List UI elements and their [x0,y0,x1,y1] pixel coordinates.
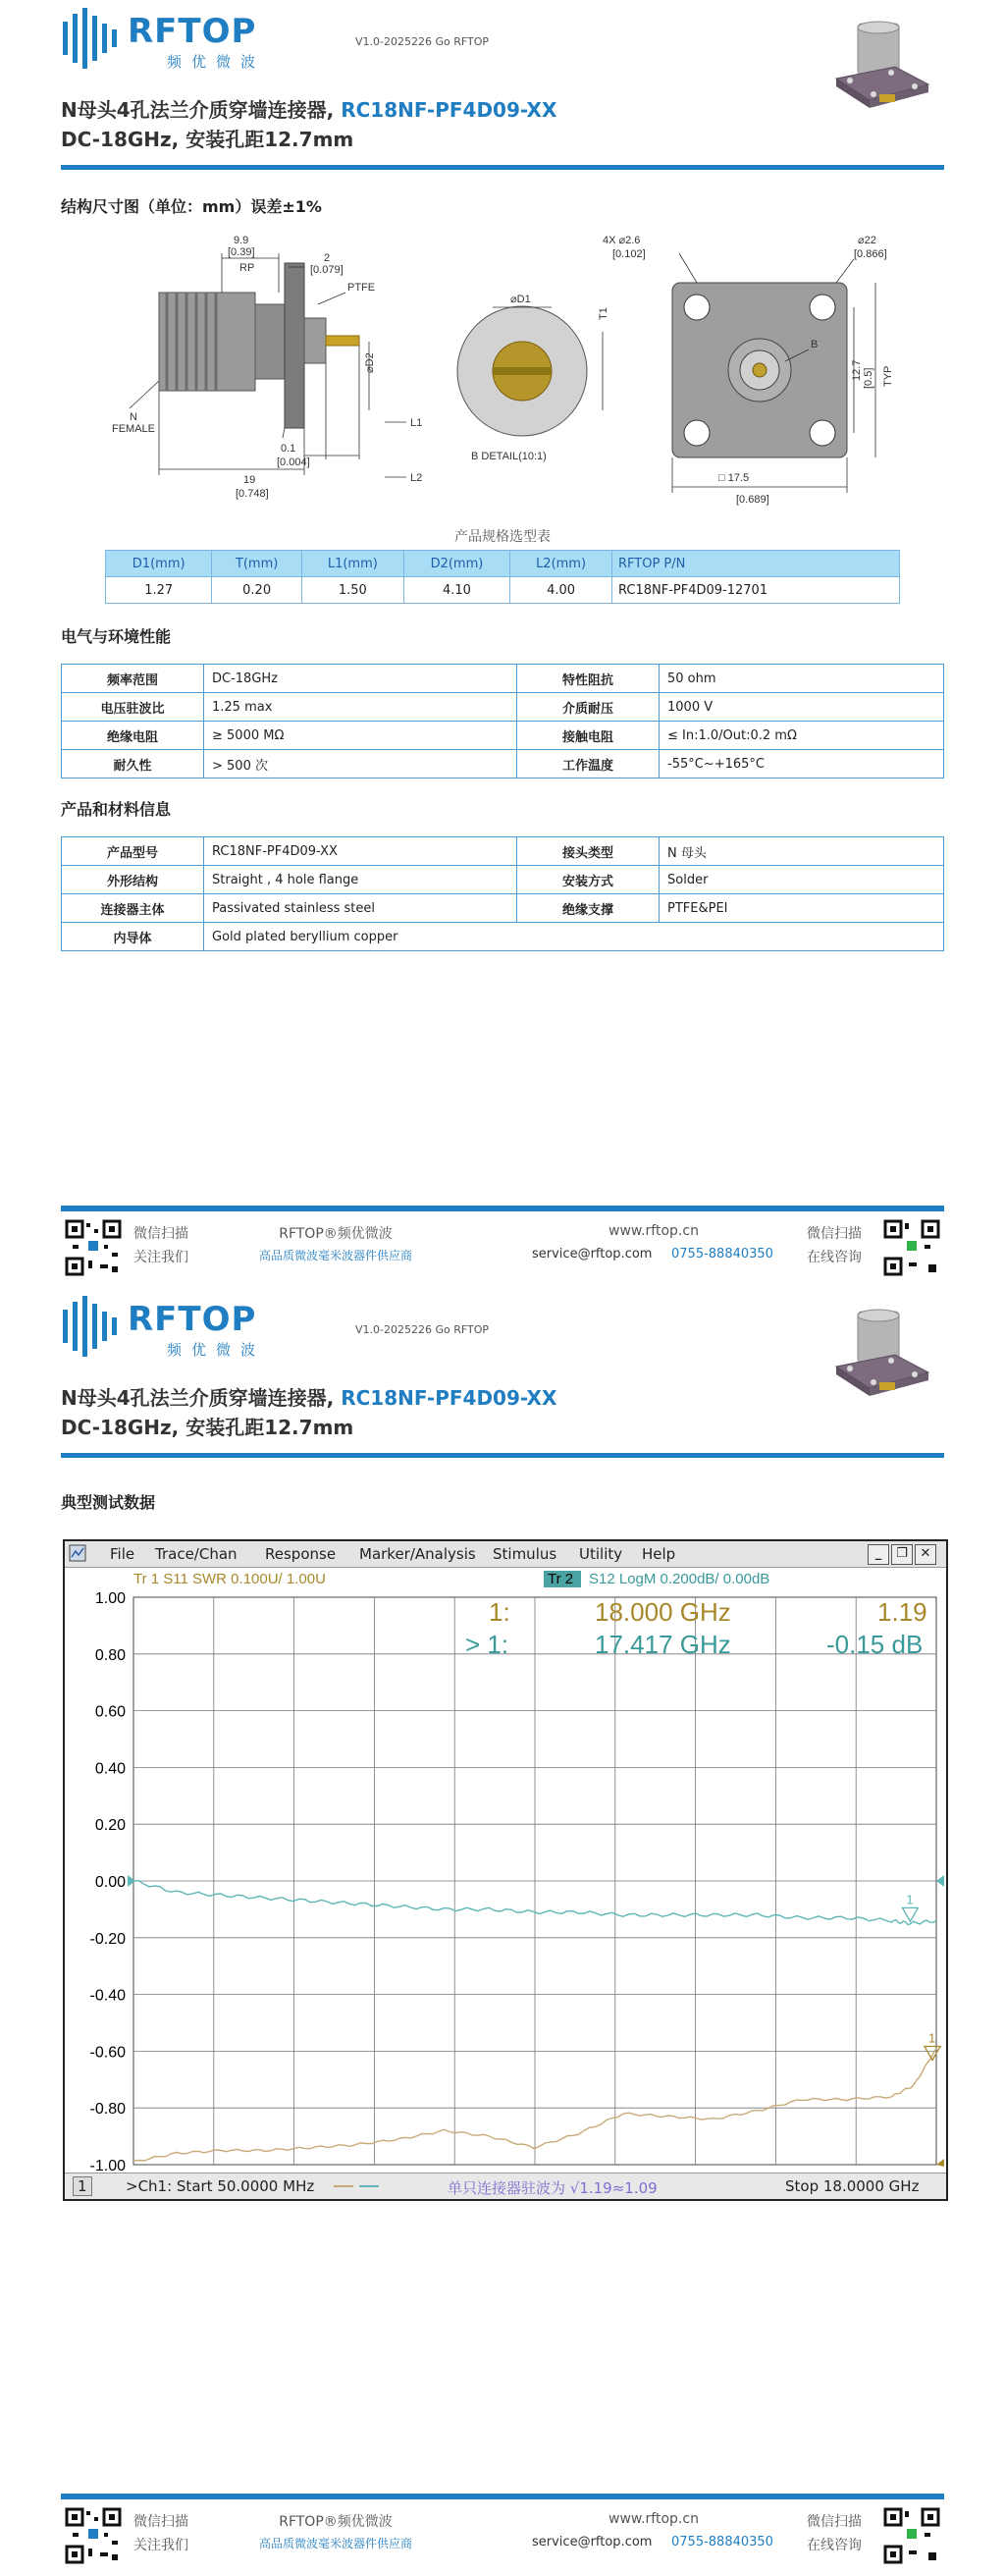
pna-app-icon [69,1544,86,1562]
svg-text:[0.39]: [0.39] [228,246,255,258]
svg-text:[0.748]: [0.748] [236,488,269,500]
svg-text:[0.079]: [0.079] [310,264,344,276]
table-row: 绝缘电阻 ≥ 5000 MΩ 接触电阻 ≤ In:1.0/Out:0.2 mΩ [62,722,944,750]
restore-icon[interactable]: ❐ [891,1544,913,1565]
trace1-label: Tr 1 S11 SWR 0.100U/ 1.00U [133,1571,326,1587]
website-link[interactable]: www.rftop.cn [608,1223,699,1239]
footer-brand: RFTOP®频优微波 [279,2514,393,2530]
marker1-freq: 18.000 GHz [595,1597,731,1627]
svg-text:T1: T1 [598,307,609,320]
y-tick-label: -0.40 [89,1987,126,2005]
svg-text:L1: L1 [410,417,423,429]
header [61,1288,944,1455]
y-tick-label: 0.60 [94,1703,126,1721]
svg-text:2: 2 [324,252,331,264]
side-view [112,235,422,500]
svg-text:[0.004]: [0.004] [277,456,310,468]
trace-legend-icon [334,2183,381,2189]
svg-text:0.1: 0.1 [281,443,296,455]
part-number: RC18NF-PF4D09-XX [341,1386,557,1410]
vna-statusbar [65,2173,946,2199]
dimension-drawing [61,224,944,518]
logo-waves-icon [61,4,126,73]
rftop-logo [61,1292,267,1361]
menu-response[interactable]: Response [265,1545,337,1563]
front-view [603,235,894,506]
menu-file[interactable]: File [110,1545,135,1563]
table-header-row: D1(mm) T(mm) L1(mm) D2(mm) L2(mm) RFTOP P/N [106,551,900,577]
marker2-value: -0.15 dB [826,1630,924,1659]
electrical-table [61,664,944,778]
svg-text:Tr 2: Tr 2 [548,1571,574,1587]
table-row: 1.27 0.20 1.50 4.10 4.00 RC18NF-PF4D09-12701 [106,577,900,604]
swr-note: 单只连接器驻波为 √1.19≈1.09 [448,2179,658,2197]
y-tick-label: 0.40 [94,1760,126,1778]
website-link[interactable]: www.rftop.cn [608,2511,699,2527]
svg-text:N: N [130,411,137,423]
y-tick-label: -0.60 [89,2044,126,2062]
test-section-title: 典型测试数据 [61,1493,156,1512]
y-axis-ticks [90,1590,127,2171]
logo-subtitle: 频优微波 [167,1341,266,1359]
table-row: 外形结构 Straight , 4 hole flange 安装方式 Solder [62,866,944,894]
svg-text:[0.866]: [0.866] [854,248,887,260]
footer: 微信扫描 关注我们 RFTOP®频优微波 高品质微波毫米波器件供应商 www.rftop.cn service@rftop.com 0755-88840350 微信扫描 在线咨询 [61,2494,944,2576]
header-divider [61,165,944,170]
menu-help[interactable]: Help [642,1545,676,1563]
page-2 [0,1288,1005,2576]
svg-text:⌀D2: ⌀D2 [364,352,376,373]
header-divider [61,1453,944,1458]
reference-arrow-icon [936,2159,944,2167]
svg-text:RP: RP [239,262,255,274]
y-tick-label: 0.20 [94,1817,126,1835]
marker2-freq: 17.417 GHz [595,1630,731,1659]
vna-menubar [65,1541,946,1568]
marker2-label: > 1: [465,1630,509,1659]
logo-waves-icon [61,1292,126,1361]
marker-s12-number: 1 [906,1892,914,1907]
table-row: 电压驻波比 1.25 max 介质耐压 1000 V [62,693,944,722]
qr-code-icon [883,2507,940,2564]
marker1-value: 1.19 [877,1597,927,1627]
svg-text:B DETAIL(10:1): B DETAIL(10:1) [471,451,547,462]
version-label: V1.0-2025226 Go RFTOP [355,1323,490,1336]
reference-arrow-icon [128,1875,135,1887]
stop-frequency: Stop 18.0000 GHz [785,2177,920,2195]
y-tick-label: -1.00 [89,2158,126,2171]
marker-s12-icon [902,1907,918,1921]
y-tick-label: 0.00 [94,1874,126,1891]
svg-text:L2: L2 [410,472,423,484]
qr-code-icon [883,1219,940,1276]
channel-indicator: 1 [73,2176,92,2196]
marker-s11-icon [925,2047,940,2061]
menu-trace-chan[interactable]: Trace/Chan [155,1545,238,1563]
logo-subtitle: 频优微波 [167,53,266,71]
svg-text:⌀22: ⌀22 [858,235,876,246]
header [61,0,944,167]
svg-text:□ 17.5: □ 17.5 [718,472,750,484]
marker-s11-number: 1 [928,2030,936,2046]
selection-table-caption: 产品规格选型表 [454,529,551,545]
part-number: RC18NF-PF4D09-XX [341,98,557,122]
svg-text:⌀D1: ⌀D1 [510,294,531,305]
qr-code-icon [65,1219,122,1276]
marker1-label: 1: [489,1597,510,1627]
table-row: 耐久性 > 500 次 工作温度 -55°C~+165°C [62,750,944,778]
email-link[interactable]: service@rftop.com [532,1247,653,1261]
menu-marker-analysis[interactable]: Marker/Analysis [359,1545,476,1563]
plot-grid [133,1597,936,2165]
footer-brand: RFTOP®频优微波 [279,1226,393,1242]
reference-arrow-icon [936,1875,944,1887]
plot-traces [128,1875,944,2167]
svg-text:PTFE: PTFE [347,282,376,294]
minimize-icon[interactable]: _ [868,1544,889,1565]
svg-text:TYP: TYP [882,365,894,387]
email-link[interactable]: service@rftop.com [532,2535,653,2549]
svg-text:[0.102]: [0.102] [612,248,646,260]
table-row: 内导体 Gold plated beryllium copper [62,923,944,951]
y-tick-label: 0.80 [94,1646,126,1664]
logo-text: RFTOP [128,12,257,51]
table-row: 产品型号 RC18NF-PF4D09-XX 接头类型 N 母头 [62,837,944,866]
selection-table [105,550,900,604]
page-subtitle: DC-18GHz, 安装孔距12.7mm [61,1416,354,1439]
vna-plot [65,1568,946,2171]
svg-text:4X ⌀2.6: 4X ⌀2.6 [603,235,641,246]
version-label: V1.0-2025226 Go RFTOP [355,35,490,48]
y-tick-label: -0.20 [89,1930,126,1948]
electrical-section-title: 电气与环境性能 [61,627,172,646]
svg-text:FEMALE: FEMALE [112,423,156,435]
start-frequency: >Ch1: Start 50.0000 MHz [126,2177,315,2195]
y-tick-label: -0.80 [89,2101,126,2119]
menu-stimulus[interactable]: Stimulus [493,1545,557,1563]
svg-text:19: 19 [243,474,256,486]
vna-window [63,1539,948,2201]
close-icon[interactable]: ✕ [915,1544,936,1565]
page-subtitle: DC-18GHz, 安装孔距12.7mm [61,128,354,151]
materials-section-title: 产品和材料信息 [61,800,172,819]
detail-view [457,294,609,462]
svg-text:[0.5]: [0.5] [863,367,874,389]
svg-text:B: B [811,339,819,350]
qr-code-icon [65,2507,122,2564]
footer: 微信扫描 关注我们 RFTOP®频优微波 高品质微波毫米波器件供应商 www.rftop.cn service@rftop.com 0755-88840350 微信扫描 在线咨询 [61,1206,944,1288]
svg-text:9.9: 9.9 [234,235,249,246]
product-photo-icon [826,20,934,130]
y-tick-label: 1.00 [94,1590,126,1607]
svg-text:[0.689]: [0.689] [736,494,769,506]
svg-text:12.7: 12.7 [851,359,863,381]
page-title: N母头4孔法兰介质穿墙连接器, RC18NF-PF4D09-XX [61,1386,557,1410]
materials-table [61,836,944,951]
drawing-section-title: 结构尺寸图（单位：mm）误差±1% [61,197,322,216]
menu-utility[interactable]: Utility [579,1545,623,1563]
table-row: 连接器主体 Passivated stainless steel 绝缘支撑 PTFE&PEI [62,894,944,923]
rftop-logo [61,4,267,73]
table-row: 频率范围 DC-18GHz 特性阻抗 50 ohm [62,665,944,693]
trace2-label: S12 LogM 0.200dB/ 0.00dB [589,1571,770,1587]
logo-text: RFTOP [128,1300,257,1339]
page-title: N母头4孔法兰介质穿墙连接器, RC18NF-PF4D09-XX [61,98,557,122]
product-photo-icon [826,1308,934,1418]
